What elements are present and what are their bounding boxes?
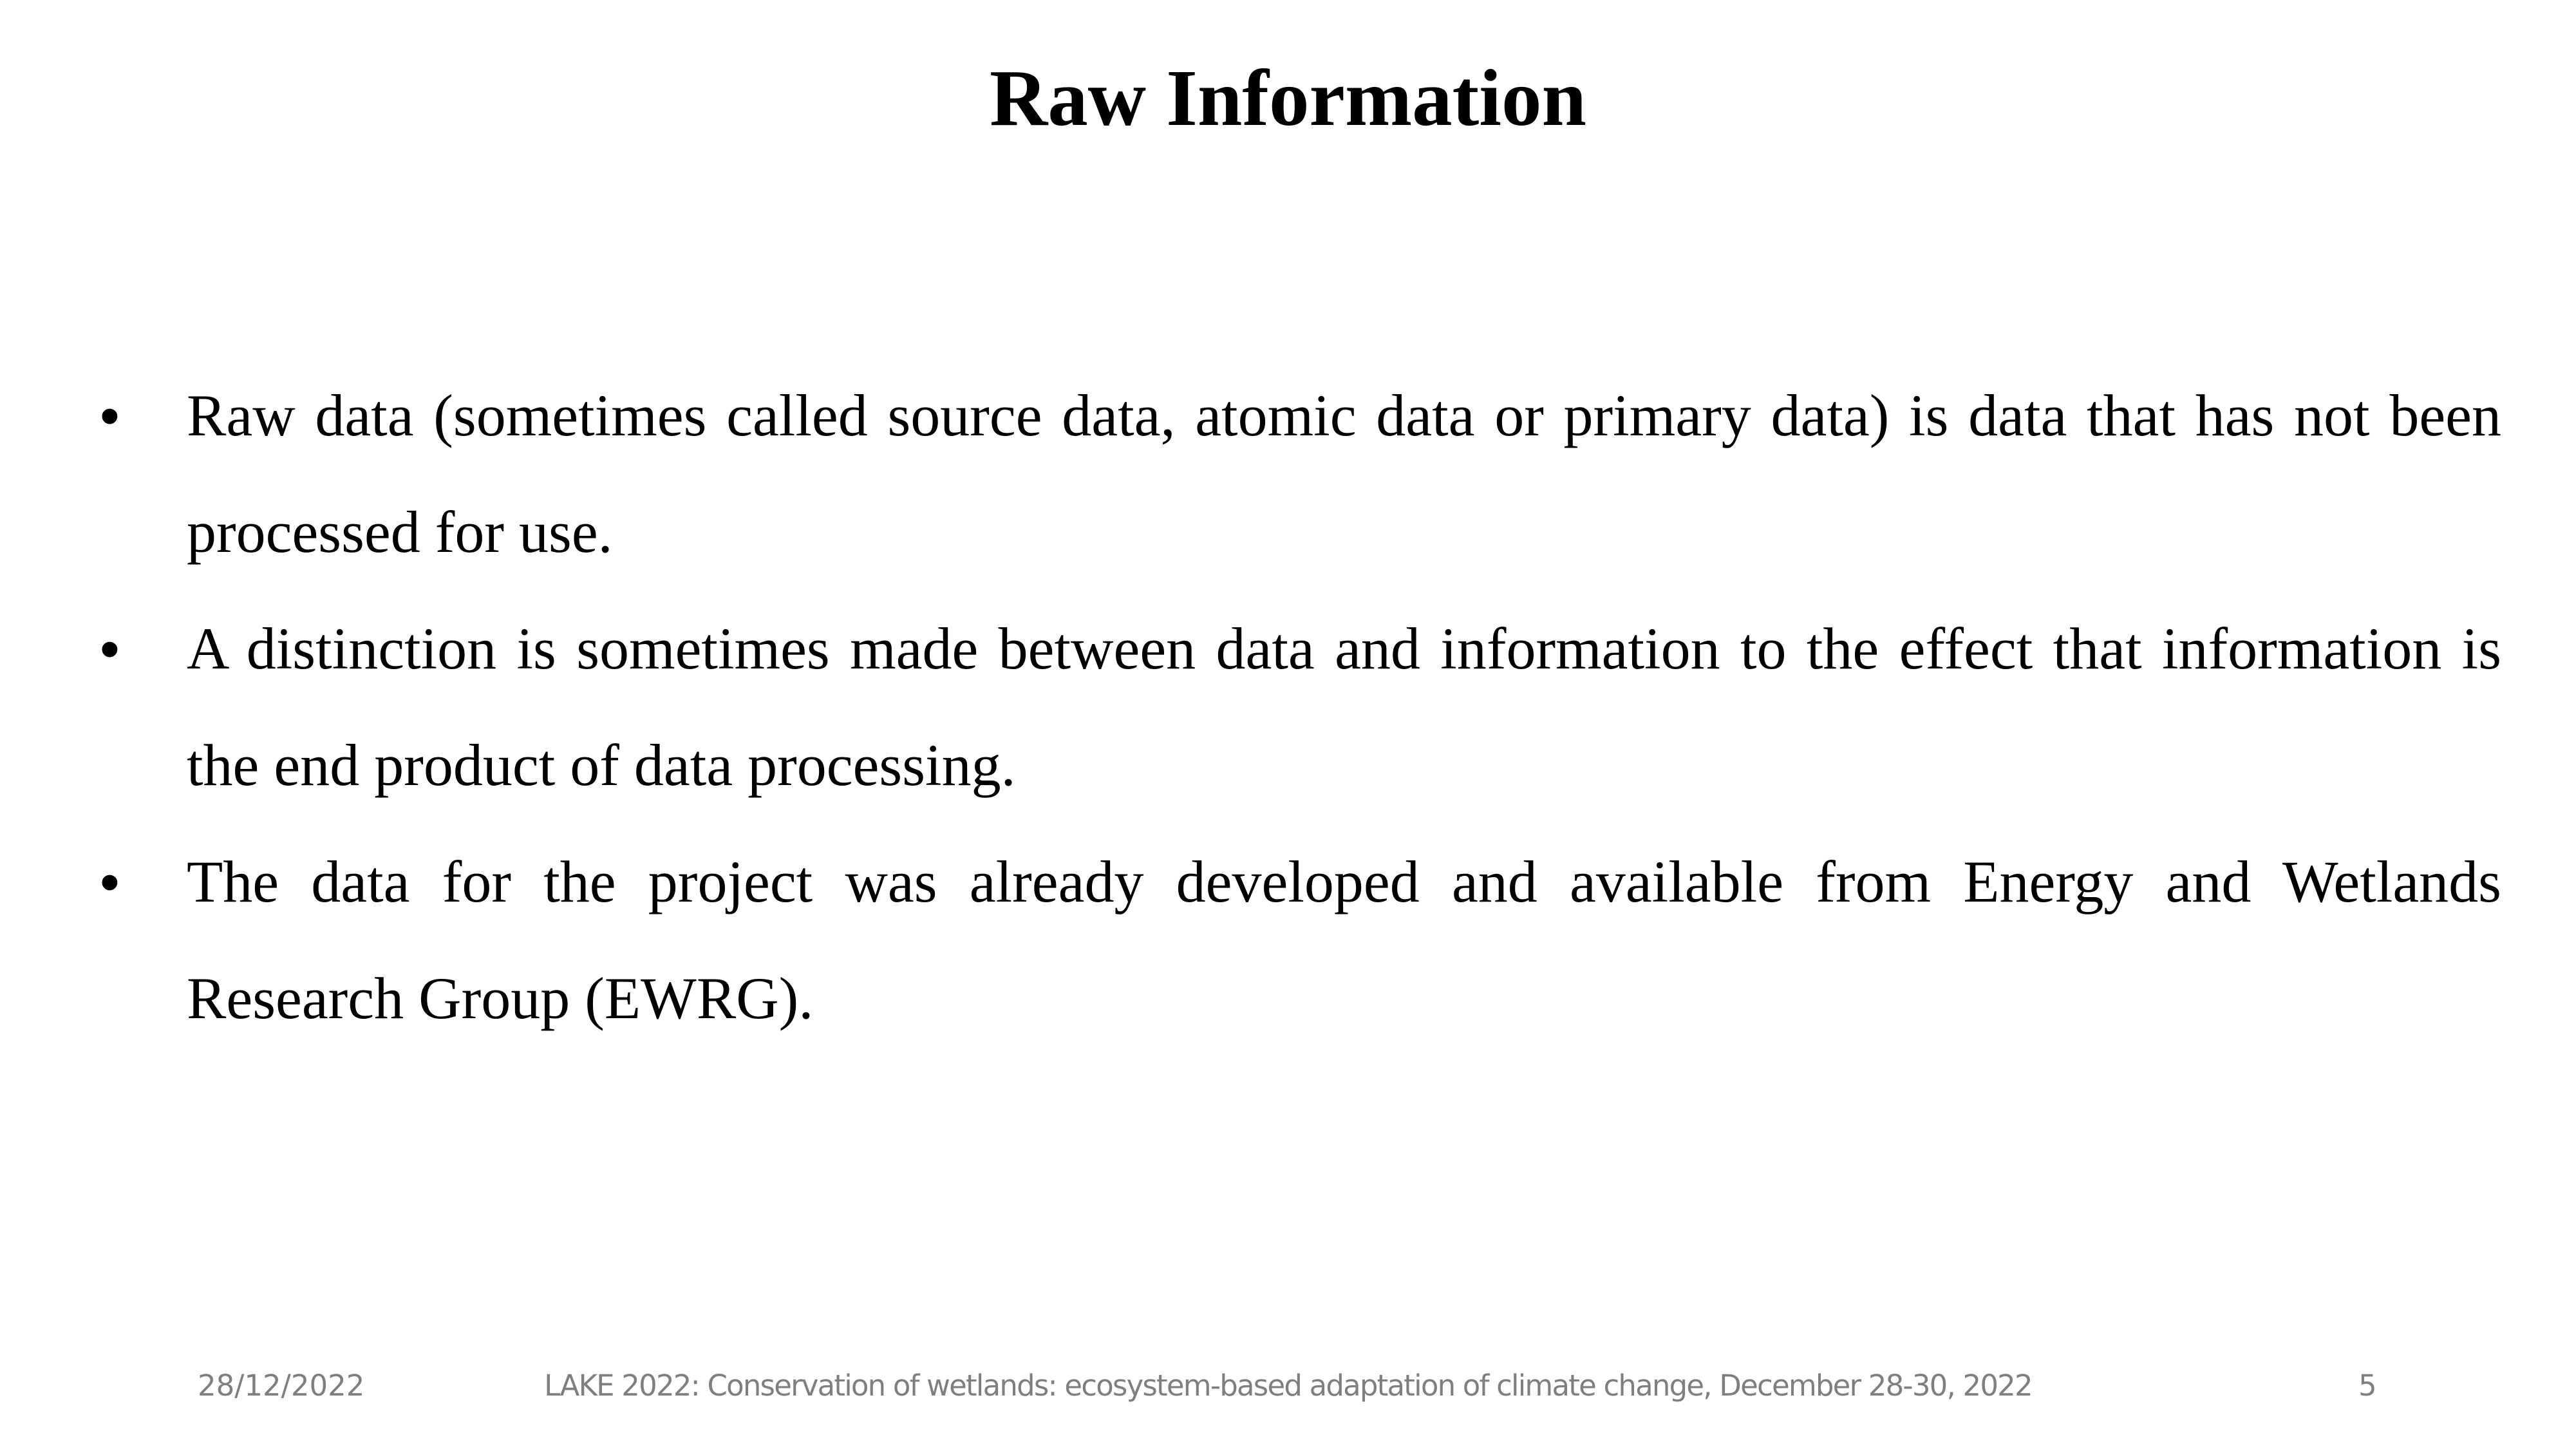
bullet-marker: • (100, 384, 120, 448)
bullet-text: The data for the project was already developed and available from Energy and Wetlands Research Group (EWRG). (187, 849, 2501, 1031)
slide-title: Raw Information (989, 54, 1587, 143)
bullet-item (100, 591, 2501, 824)
bullet-item (100, 357, 2501, 591)
bullet-marker: • (100, 850, 120, 914)
slide-number: 5 (2358, 1368, 2377, 1403)
bullet-list (100, 357, 2501, 1057)
bullet-text: A distinction is sometimes made between data and information to the effect that information is the end product of data processing. (187, 616, 2501, 798)
bullet-text: Raw data (sometimes called source data, atomic data or primary data) is data that has not been processed for use. (187, 383, 2501, 565)
footer-date: 28/12/2022 (198, 1368, 365, 1403)
bullet-item (100, 824, 2501, 1057)
footer-event-title: LAKE 2022: Conservation of wetlands: ecosystem-based adaptation of climate change, December 28-30, 2022 (544, 1368, 2032, 1403)
bullet-marker: • (100, 617, 120, 681)
